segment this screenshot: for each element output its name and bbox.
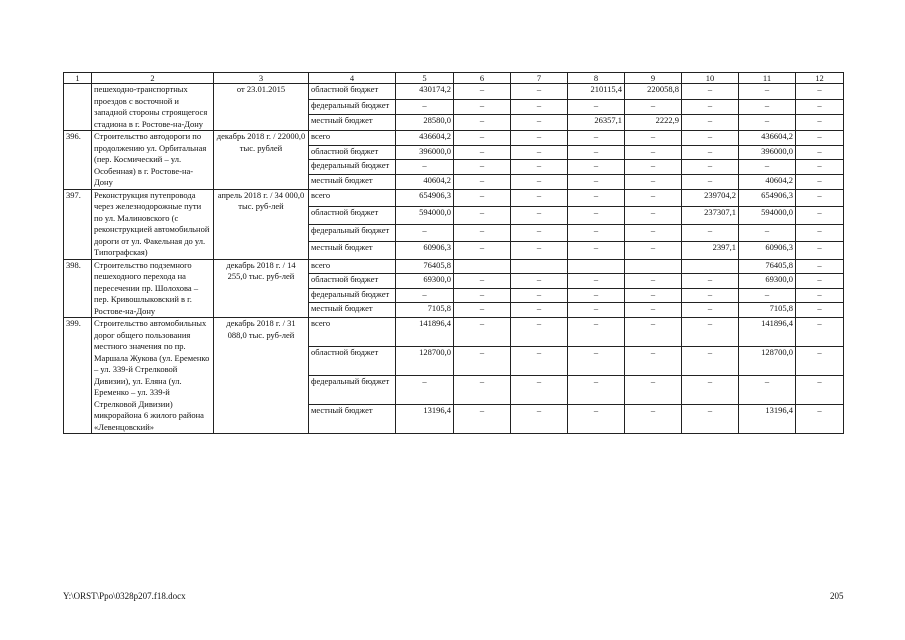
amount-cell: –: [796, 99, 844, 115]
amount-cell: –: [625, 347, 682, 376]
amount-cell: –: [796, 115, 844, 131]
amount-cell: –: [796, 131, 844, 146]
amount-cell: –: [625, 224, 682, 242]
amount-cell: –: [682, 376, 739, 405]
amount-cell: –: [511, 207, 568, 225]
page-number: 205: [830, 591, 844, 601]
amount-cell: 396000,0: [396, 145, 454, 160]
amount-cell: –: [796, 207, 844, 225]
amount-cell: –: [625, 318, 682, 347]
amount-cell: 128700,0: [739, 347, 796, 376]
amount-cell: 13196,4: [396, 405, 454, 434]
amount-cell: 141896,4: [396, 318, 454, 347]
amount-cell: –: [511, 376, 568, 405]
amount-cell: –: [511, 145, 568, 160]
amount-cell: 141896,4: [739, 318, 796, 347]
funding-source: федеральный бюджет: [309, 99, 396, 115]
column-number-4: 4: [309, 73, 396, 84]
amount-cell: 7105,8: [739, 303, 796, 318]
amount-cell: –: [796, 259, 844, 274]
amount-cell: –: [682, 160, 739, 175]
amount-cell: –: [796, 242, 844, 260]
amount-cell: –: [511, 131, 568, 146]
funding-source: областной бюджет: [309, 84, 396, 100]
amount-cell: –: [682, 318, 739, 347]
amount-cell: –: [625, 405, 682, 434]
amount-cell: 654906,3: [739, 189, 796, 207]
amount-cell: 430174,2: [396, 84, 454, 100]
amount-cell: –: [454, 405, 511, 434]
amount-cell: –: [454, 160, 511, 175]
amount-cell: –: [454, 145, 511, 160]
funding-source: всего: [309, 131, 396, 146]
amount-cell: –: [396, 376, 454, 405]
funding-source: областной бюджет: [309, 274, 396, 289]
amount-cell: –: [625, 160, 682, 175]
funding-source: местный бюджет: [309, 242, 396, 260]
amount-cell: 60906,3: [396, 242, 454, 260]
amount-cell: –: [454, 99, 511, 115]
amount-cell: –: [568, 99, 625, 115]
funding-source: местный бюджет: [309, 405, 396, 434]
amount-cell: 40604,2: [396, 174, 454, 189]
amount-cell: 436604,2: [396, 131, 454, 146]
amount-cell: –: [625, 174, 682, 189]
amount-cell: –: [739, 84, 796, 100]
amount-cell: –: [682, 224, 739, 242]
funding-source: местный бюджет: [309, 115, 396, 131]
amount-cell: –: [454, 84, 511, 100]
amount-cell: –: [511, 99, 568, 115]
amount-cell: –: [682, 347, 739, 376]
amount-cell: –: [511, 303, 568, 318]
funding-source: федеральный бюджет: [309, 288, 396, 303]
amount-cell: 2222,9: [625, 115, 682, 131]
amount-cell: –: [682, 303, 739, 318]
amount-cell: –: [396, 99, 454, 115]
amount-cell: –: [511, 224, 568, 242]
amount-cell: –: [568, 131, 625, 146]
budget-table: [63, 72, 844, 434]
table-row: [64, 84, 844, 100]
amount-cell: –: [454, 376, 511, 405]
amount-cell: –: [511, 174, 568, 189]
amount-cell: –: [625, 207, 682, 225]
amount-cell: –: [454, 189, 511, 207]
item-number: 399.: [64, 318, 92, 434]
amount-cell: –: [454, 207, 511, 225]
funding-source: федеральный бюджет: [309, 376, 396, 405]
amount-cell: –: [568, 318, 625, 347]
amount-cell: [682, 259, 739, 274]
amount-cell: –: [796, 145, 844, 160]
amount-cell: –: [568, 347, 625, 376]
amount-cell: 396000,0: [739, 145, 796, 160]
funding-source: областной бюджет: [309, 207, 396, 225]
amount-cell: –: [796, 274, 844, 289]
column-number-5: 5: [396, 73, 454, 84]
amount-cell: –: [682, 405, 739, 434]
amount-cell: –: [568, 405, 625, 434]
column-number-3: 3: [214, 73, 309, 84]
item-number: 398.: [64, 259, 92, 318]
amount-cell: 128700,0: [396, 347, 454, 376]
column-number-12: 12: [796, 73, 844, 84]
amount-cell: –: [739, 115, 796, 131]
amount-cell: –: [454, 318, 511, 347]
completion-date: апрель 2018 г. / 34 000,0 тыс. руб-лей: [214, 189, 309, 259]
amount-cell: –: [511, 115, 568, 131]
funding-source: всего: [309, 189, 396, 207]
amount-cell: 594000,0: [396, 207, 454, 225]
amount-cell: –: [454, 174, 511, 189]
amount-cell: –: [511, 160, 568, 175]
amount-cell: –: [625, 242, 682, 260]
completion-date: декабрь 2018 г. / 31 088,0 тыс. руб-лей: [214, 318, 309, 434]
amount-cell: 26357,1: [568, 115, 625, 131]
amount-cell: –: [796, 160, 844, 175]
amount-cell: 40604,2: [739, 174, 796, 189]
amount-cell: –: [739, 288, 796, 303]
amount-cell: –: [796, 303, 844, 318]
table-row: [64, 318, 844, 347]
amount-cell: –: [454, 224, 511, 242]
column-number-2: 2: [92, 73, 214, 84]
amount-cell: 220058,8: [625, 84, 682, 100]
column-number-1: 1: [64, 73, 92, 84]
item-number: 397.: [64, 189, 92, 259]
amount-cell: –: [625, 288, 682, 303]
amount-cell: –: [454, 347, 511, 376]
amount-cell: –: [625, 131, 682, 146]
column-number-10: 10: [682, 73, 739, 84]
amount-cell: 76405,8: [739, 259, 796, 274]
amount-cell: –: [796, 189, 844, 207]
funding-source: местный бюджет: [309, 174, 396, 189]
column-number-row: [64, 73, 844, 84]
funding-source: федеральный бюджет: [309, 224, 396, 242]
completion-date: декабрь 2018 г. / 14 255,0 тыс. руб-лей: [214, 259, 309, 318]
amount-cell: –: [739, 224, 796, 242]
funding-source: федеральный бюджет: [309, 160, 396, 175]
amount-cell: –: [511, 347, 568, 376]
amount-cell: –: [396, 160, 454, 175]
amount-cell: 76405,8: [396, 259, 454, 274]
amount-cell: –: [796, 224, 844, 242]
amount-cell: –: [568, 224, 625, 242]
amount-cell: –: [625, 376, 682, 405]
table-row: [64, 131, 844, 146]
amount-cell: –: [568, 189, 625, 207]
amount-cell: 654906,3: [396, 189, 454, 207]
amount-cell: 436604,2: [739, 131, 796, 146]
funding-source: областной бюджет: [309, 145, 396, 160]
amount-cell: –: [454, 303, 511, 318]
object-name: Строительство автодороги по продолжению ул. Орбитальная (пер. Космический – ул. Особенная) в г. Ростове-на-Дону: [92, 131, 214, 190]
amount-cell: –: [682, 145, 739, 160]
amount-cell: –: [454, 131, 511, 146]
amount-cell: –: [568, 160, 625, 175]
funding-source: областной бюджет: [309, 347, 396, 376]
column-number-8: 8: [568, 73, 625, 84]
amount-cell: –: [511, 274, 568, 289]
amount-cell: [511, 259, 568, 274]
amount-cell: –: [682, 84, 739, 100]
amount-cell: 239704,2: [682, 189, 739, 207]
amount-cell: 237307,1: [682, 207, 739, 225]
amount-cell: –: [796, 174, 844, 189]
amount-cell: –: [625, 99, 682, 115]
amount-cell: –: [396, 224, 454, 242]
amount-cell: –: [739, 376, 796, 405]
amount-cell: –: [568, 274, 625, 289]
amount-cell: –: [511, 288, 568, 303]
amount-cell: –: [568, 145, 625, 160]
amount-cell: 13196,4: [739, 405, 796, 434]
amount-cell: –: [568, 288, 625, 303]
amount-cell: [625, 259, 682, 274]
amount-cell: –: [625, 145, 682, 160]
object-name: пешеходно-транспортных проездов с восточной и западной стороны строящегося стадиона в г. Ростове-на-Дону: [92, 84, 214, 131]
amount-cell: –: [796, 405, 844, 434]
table-row: [64, 259, 844, 274]
item-number: 396.: [64, 131, 92, 190]
amount-cell: 28580,0: [396, 115, 454, 131]
funding-source: местный бюджет: [309, 303, 396, 318]
amount-cell: 7105,8: [396, 303, 454, 318]
amount-cell: –: [739, 160, 796, 175]
amount-cell: 594000,0: [739, 207, 796, 225]
amount-cell: –: [396, 288, 454, 303]
amount-cell: –: [511, 405, 568, 434]
column-number-11: 11: [739, 73, 796, 84]
amount-cell: –: [796, 288, 844, 303]
amount-cell: –: [454, 242, 511, 260]
amount-cell: –: [796, 318, 844, 347]
amount-cell: –: [796, 347, 844, 376]
completion-date: декабрь 2018 г. / 22000,0 тыс. рублей: [214, 131, 309, 190]
amount-cell: –: [682, 131, 739, 146]
amount-cell: [568, 259, 625, 274]
amount-cell: 60906,3: [739, 242, 796, 260]
item-number: [64, 84, 92, 131]
object-name: Реконструкция путепровода через железнодорожные пути по ул. Малиновского (с реконструкцией автомобильной дороги от ул. Факельная до ул. Типографская): [92, 189, 214, 259]
column-number-6: 6: [454, 73, 511, 84]
object-name: Строительство автомобильных дорог общего пользования местного значения по пр. Маршала Жукова (ул. Еременко – ул. 339-й Стрелковой Дивизии), ул. Еляна (ул. Еременко – ул. 339-й Стрелковой Дивизии) микрорайона 6 жилого района «Левенцовский»: [92, 318, 214, 434]
amount-cell: –: [454, 288, 511, 303]
amount-cell: 2397,1: [682, 242, 739, 260]
amount-cell: 69300,0: [739, 274, 796, 289]
amount-cell: –: [568, 174, 625, 189]
amount-cell: –: [511, 318, 568, 347]
document-path: Y:\ORST\Ppo\0328p207.f18.docx: [63, 591, 186, 601]
amount-cell: –: [625, 274, 682, 289]
amount-cell: –: [682, 174, 739, 189]
column-number-7: 7: [511, 73, 568, 84]
amount-cell: 210115,4: [568, 84, 625, 100]
table-row: [64, 189, 844, 207]
amount-cell: –: [625, 303, 682, 318]
amount-cell: –: [682, 115, 739, 131]
amount-cell: –: [796, 84, 844, 100]
amount-cell: –: [739, 99, 796, 115]
column-number-9: 9: [625, 73, 682, 84]
amount-cell: –: [511, 189, 568, 207]
amount-cell: –: [796, 376, 844, 405]
amount-cell: –: [682, 99, 739, 115]
amount-cell: –: [625, 189, 682, 207]
amount-cell: –: [682, 288, 739, 303]
amount-cell: –: [568, 303, 625, 318]
object-name: Строительство подземного пешеходного перехода на пересечении пр. Шолохова – пер. Кривошлыковский в г. Ростове-на-Дону: [92, 259, 214, 318]
funding-source: всего: [309, 318, 396, 347]
funding-source: всего: [309, 259, 396, 274]
amount-cell: [454, 259, 511, 274]
amount-cell: –: [568, 207, 625, 225]
amount-cell: –: [511, 242, 568, 260]
amount-cell: 69300,0: [396, 274, 454, 289]
amount-cell: –: [682, 274, 739, 289]
amount-cell: –: [568, 376, 625, 405]
amount-cell: –: [568, 242, 625, 260]
amount-cell: –: [454, 274, 511, 289]
amount-cell: –: [454, 115, 511, 131]
amount-cell: –: [511, 84, 568, 100]
completion-date: от 23.01.2015: [214, 84, 309, 131]
